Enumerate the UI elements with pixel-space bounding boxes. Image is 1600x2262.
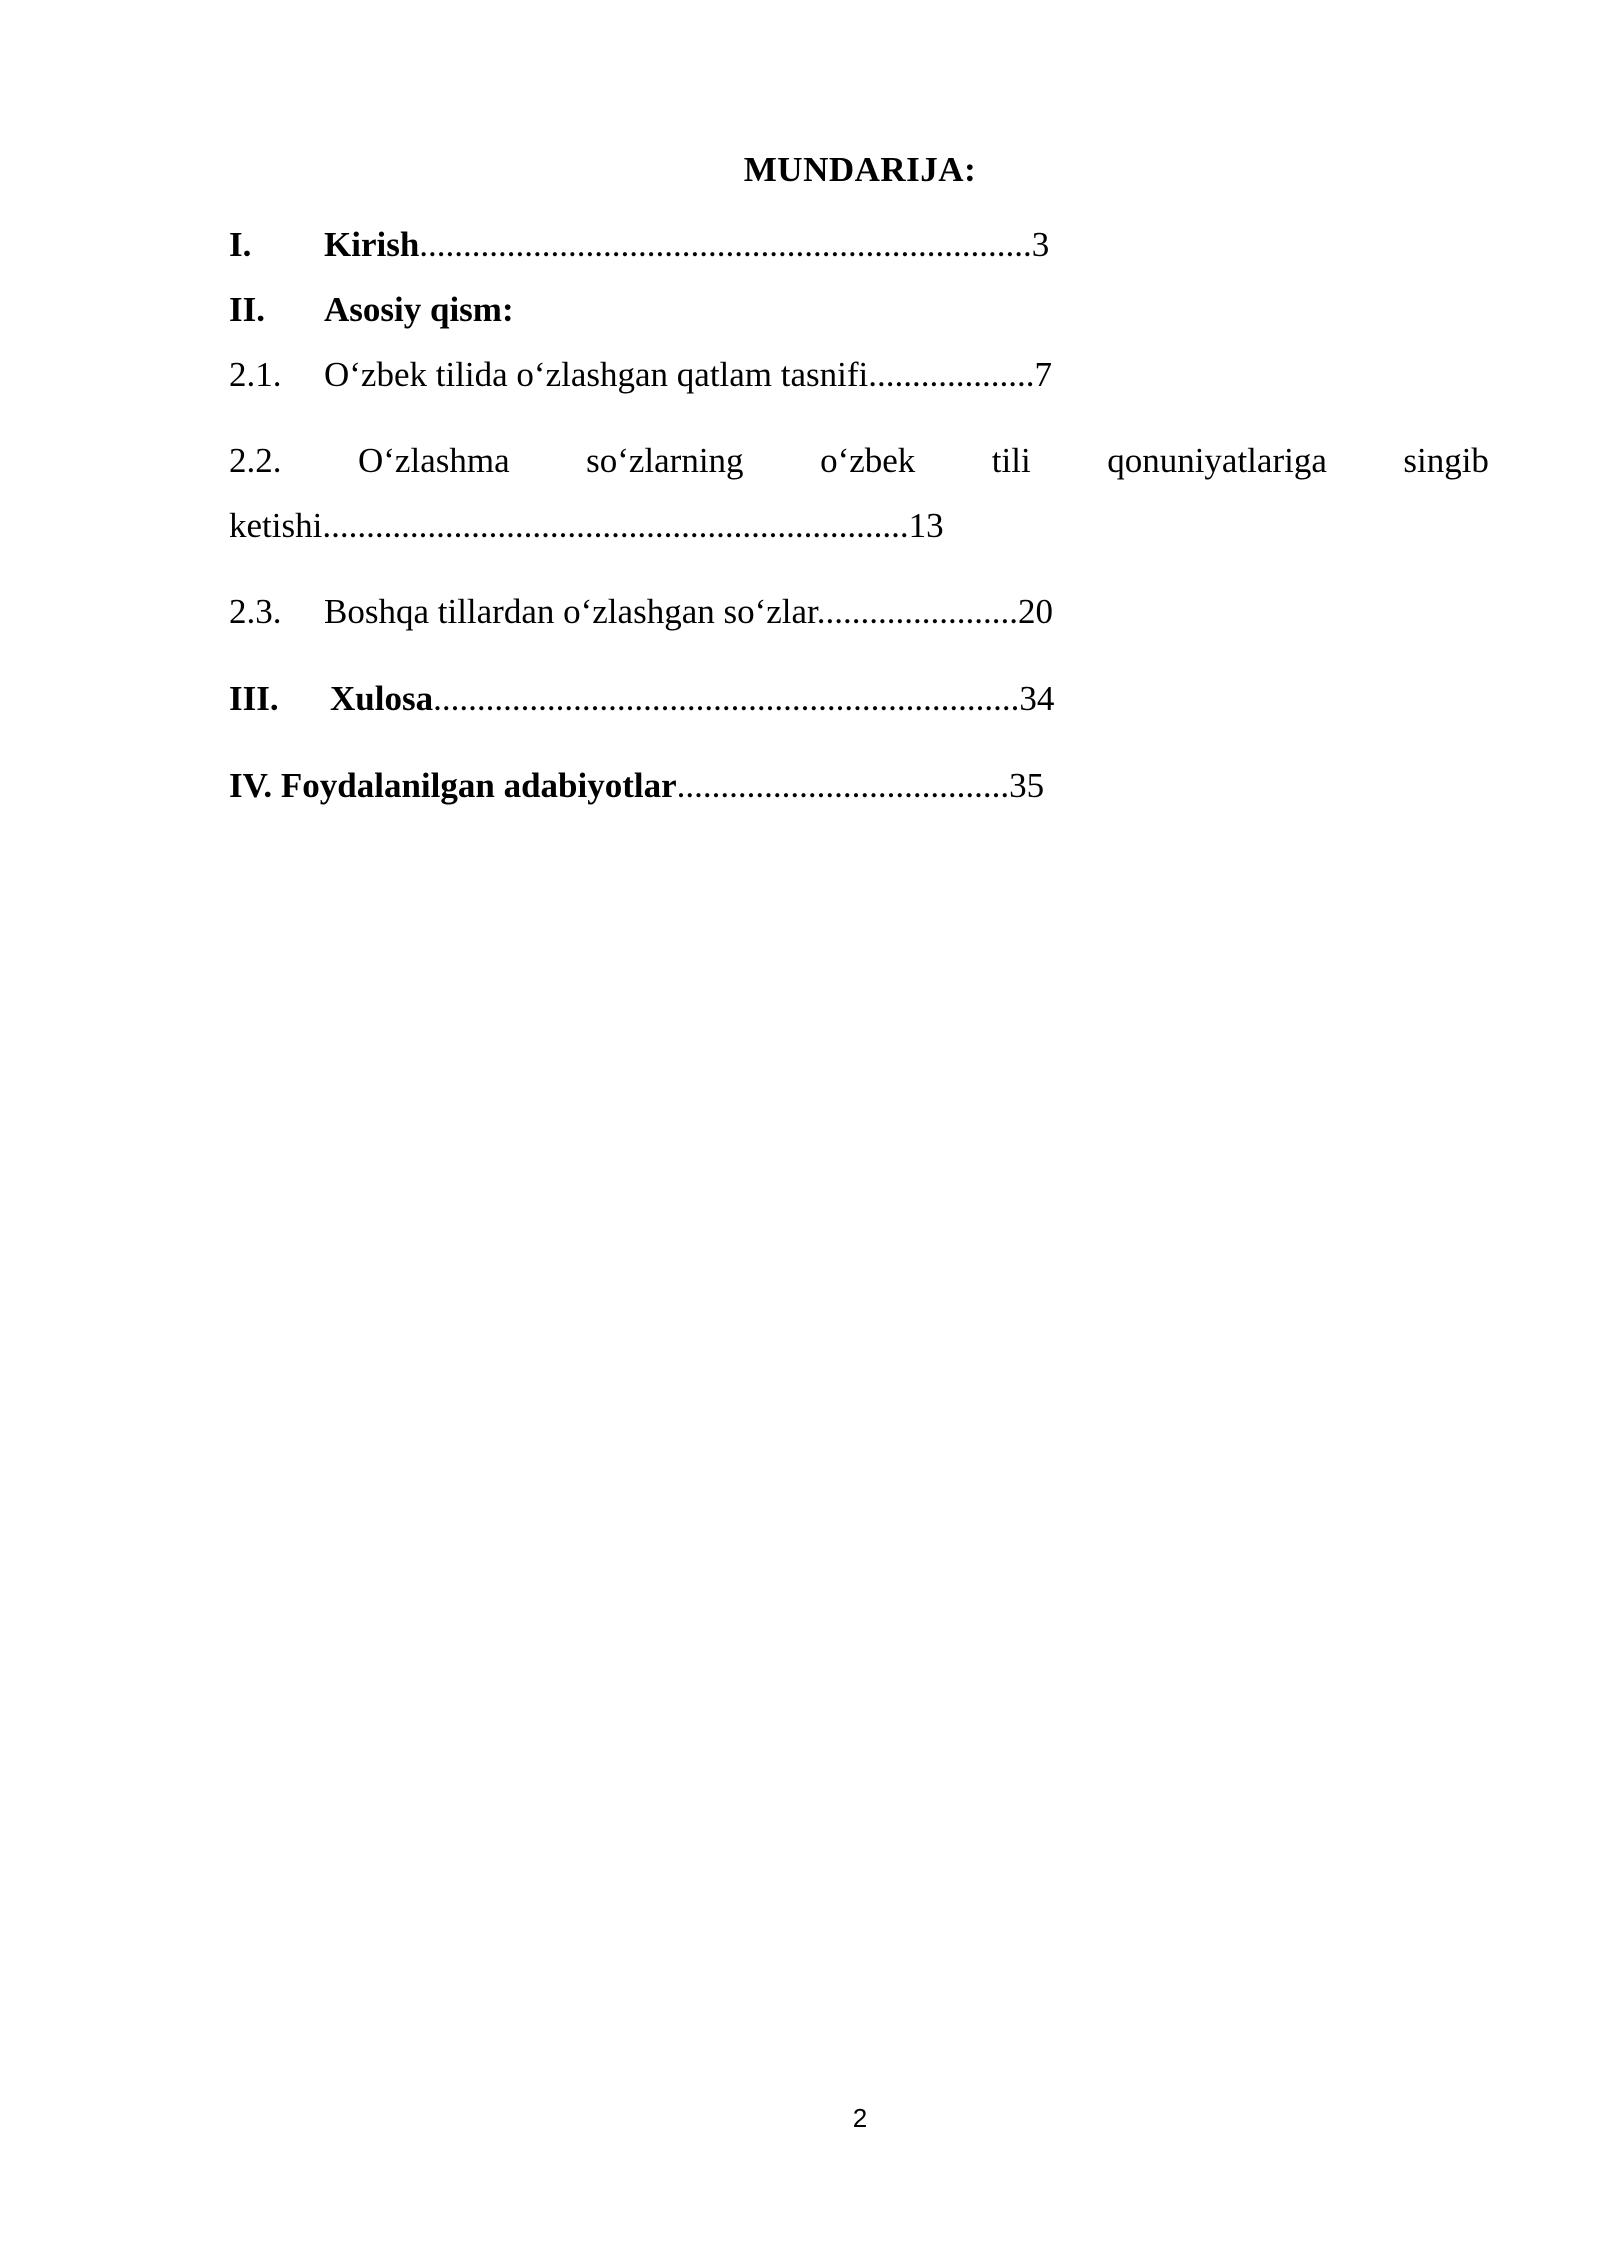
toc-entry-page: 13 bbox=[908, 506, 944, 545]
toc-entry-leader: ................................................................... bbox=[322, 506, 909, 545]
toc-entry-xulosa bbox=[229, 679, 1054, 719]
toc-entry-leader: ...................................... bbox=[676, 766, 1010, 805]
toc-entry-label: Kirish bbox=[324, 225, 420, 264]
toc-entry-leader: ...................................................................... bbox=[419, 225, 1032, 264]
toc-entry-2-2-continuation bbox=[229, 506, 944, 546]
toc-entry-word: O‘zlashma bbox=[358, 441, 510, 480]
toc-entry-number: 2.3. bbox=[229, 592, 282, 631]
toc-entry-label: Asosiy qism: bbox=[324, 290, 514, 329]
toc-entry-page: 34 bbox=[1019, 679, 1055, 718]
toc-entry-label: ketishi bbox=[229, 506, 323, 545]
toc-entry-leader: ................... bbox=[868, 355, 1035, 394]
toc-entry-word: so‘zlarning bbox=[586, 441, 744, 480]
toc-entry-number: II. bbox=[229, 290, 265, 329]
toc-entry-page: 3 bbox=[1031, 225, 1050, 264]
toc-entry-number: III. bbox=[229, 679, 279, 718]
toc-entry-asosiy-qism bbox=[229, 290, 514, 330]
toc-entry-number: I. bbox=[229, 225, 252, 264]
page-number: 2 bbox=[852, 2103, 868, 2133]
toc-title: MUNDARIJA: bbox=[743, 150, 977, 189]
toc-entry-word: qonuniyatlariga bbox=[1107, 441, 1327, 480]
toc-entry-label: IV. Foydalanilgan adabiyotlar bbox=[229, 766, 677, 805]
toc-entry-leader: ....................... bbox=[816, 592, 1019, 631]
toc-entry-kirish bbox=[229, 225, 1049, 265]
toc-entry-number: 2.1. bbox=[229, 355, 282, 394]
toc-entry-word: tili bbox=[991, 441, 1031, 480]
toc-entry-word: singib bbox=[1403, 441, 1489, 480]
toc-entry-page: 7 bbox=[1034, 355, 1053, 394]
toc-entry-2-1 bbox=[229, 355, 1052, 395]
toc-entry-2-2 bbox=[229, 441, 1489, 481]
toc-entry-label: Boshqa tillardan o‘zlashgan so‘zlar bbox=[324, 592, 817, 631]
toc-entry-number: 2.2. bbox=[229, 441, 282, 480]
toc-entry-page: 20 bbox=[1018, 592, 1054, 631]
toc-entry-adabiyotlar bbox=[229, 766, 1044, 806]
toc-entry-label: Xulosa bbox=[330, 679, 434, 718]
toc-entry-leader: ................................................................... bbox=[433, 679, 1020, 718]
toc-entry-label: O‘zbek tilida o‘zlashgan qatlam tasnifi bbox=[324, 355, 869, 394]
toc-entry-2-3 bbox=[229, 592, 1053, 632]
toc-entry-page: 35 bbox=[1009, 766, 1045, 805]
toc-entry-word: o‘zbek bbox=[820, 441, 916, 480]
